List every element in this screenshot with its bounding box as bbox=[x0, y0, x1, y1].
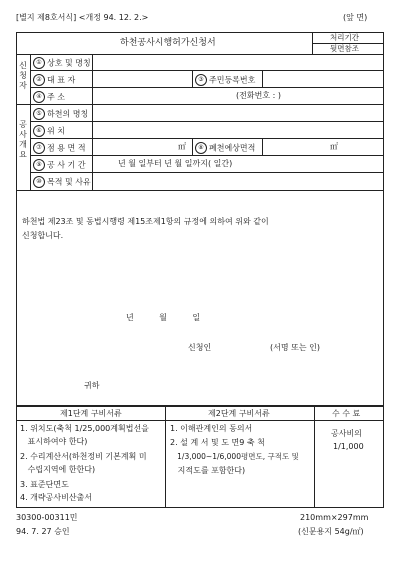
statement-line-1: 하천법 제23조 및 동법시행령 제15조제1항의 규정에 의하여 위와 같이 bbox=[22, 217, 269, 226]
form-code: 30300-00311민 bbox=[16, 513, 78, 522]
approval-date: 94. 7. 27 승인 bbox=[16, 527, 70, 536]
recipient-label: 귀하 bbox=[84, 381, 100, 390]
location-label: ⑥ 위 치 bbox=[33, 125, 65, 137]
construction-period-value: 년 월 일부터 년 월 일까지( 일간) bbox=[118, 159, 233, 168]
stage2-item-2c: 지적도를 포함한다) bbox=[170, 466, 246, 475]
stage1-item-4: 4. 개략공사비산출서 bbox=[20, 493, 92, 502]
stage1-item-2: 2. 수리계산서(하천정비 기본계획 미 bbox=[20, 452, 147, 461]
abolished-area-label: ⑧ 폐천예상면적 bbox=[195, 142, 255, 154]
stage2-item-1: 1. 이해관계인의 동의서 bbox=[170, 424, 253, 433]
fee-title: 수 수 료 bbox=[332, 409, 361, 418]
abolished-area-unit: ㎡ bbox=[330, 142, 338, 151]
stage1-item-1b: 표시하여야 한다) bbox=[20, 437, 88, 446]
construction-period-label: ⑨ 공 사 기 간 bbox=[33, 159, 86, 171]
address-label: ④ 주 소 bbox=[33, 91, 65, 103]
page-side: (앞 면) bbox=[343, 13, 368, 22]
processing-period-label: 처리기간 bbox=[330, 33, 359, 42]
phone-number-label: (전화번호 : ) bbox=[236, 91, 281, 100]
applicant-section-label: 신 청 자 bbox=[19, 61, 27, 90]
stage2-item-2b: 1/3,000~1/6,000평면도, 구적도 및 bbox=[170, 452, 299, 461]
form-title: 하천공사시행허가신청서 bbox=[120, 38, 216, 48]
applicant-name-label: 신청인 bbox=[188, 343, 212, 352]
application-date: 년 월 일 bbox=[126, 313, 201, 322]
work-overview-section-label: 공 사 개 요 bbox=[19, 120, 27, 159]
processing-period-value: 뒷면참조 bbox=[330, 44, 359, 53]
stage1-item-3: 3. 표준단면도 bbox=[20, 480, 69, 489]
fee-rate-value: 1/1,000 bbox=[333, 442, 364, 451]
paper-type: (신문용지 54g/㎡) bbox=[298, 527, 364, 536]
occupied-area-label: ⑦ 점 용 면 적 bbox=[33, 142, 86, 154]
river-name-label: ⑤ 하천의 명칭 bbox=[33, 108, 88, 120]
stage1-item-1: 1. 위치도(축척 1/25,000계획법선을 bbox=[20, 424, 149, 433]
signature-label: (서명 또는 인) bbox=[270, 343, 320, 352]
stage2-item-2: 2. 설 계 서 및 도 면9 축 척 bbox=[170, 438, 265, 447]
stage2-documents-title: 제2단계 구비서류 bbox=[208, 409, 270, 418]
resident-number-label: ③ 주민등록번호 bbox=[195, 74, 255, 86]
stage1-documents-title: 제1단계 구비서류 bbox=[60, 409, 122, 418]
paper-size: 210mm×297mm bbox=[300, 513, 369, 522]
statement-line-2: 신청합니다. bbox=[22, 231, 64, 240]
representative-label: ② 대 표 자 bbox=[33, 74, 75, 86]
purpose-label: ⑩ 목적 및 사유 bbox=[33, 176, 91, 188]
stage1-item-2b: 수립지역에 한한다) bbox=[20, 465, 96, 474]
fee-basis-label: 공사비의 bbox=[331, 429, 362, 438]
form-number: [별지 제8호서식] <개정 94. 12. 2.> bbox=[16, 13, 149, 22]
business-name-label: ① 상호 및 명칭 bbox=[33, 57, 91, 69]
occupied-area-unit: ㎡ bbox=[178, 142, 186, 151]
